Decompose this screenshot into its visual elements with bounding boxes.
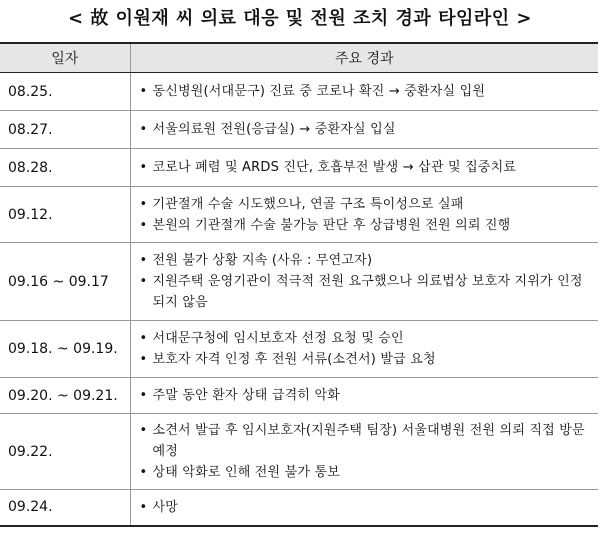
timeline-body (0, 73, 598, 526)
progress-item (131, 497, 599, 518)
table-row (0, 321, 598, 378)
row-progress (130, 187, 598, 243)
table-header-row (0, 43, 598, 73)
progress-item-text: 사망 (152, 499, 179, 515)
header-date: 일자 (0, 43, 130, 73)
row-date: 09.24. (0, 490, 130, 526)
table-row (0, 111, 598, 149)
row-date: 09.20. ~ 09.21. (0, 378, 130, 414)
bullet-icon: • (139, 331, 148, 346)
bullet-icon: • (139, 274, 148, 289)
table-row (0, 378, 598, 414)
row-progress (130, 149, 598, 187)
bullet-icon: • (139, 465, 148, 480)
row-date: 08.28. (0, 149, 130, 187)
progress-item-text: 서울의료원 전원(응급실) → 중환자실 입실 (152, 122, 396, 137)
row-date: 09.16 ~ 09.17 (0, 243, 130, 321)
progress-item (131, 81, 599, 102)
page-title: < 故 이원재 씨 의료 대응 및 전원 조치 경과 타임라인 > (68, 8, 532, 29)
progress-item (131, 462, 599, 483)
progress-item-text: 서대문구청에 임시보호자 선정 요청 및 승인 (152, 331, 404, 346)
table-row (0, 187, 598, 243)
row-progress (130, 243, 598, 321)
bullet-icon: • (139, 196, 148, 212)
progress-item-text: 코로나 폐렴 및 ARDS 진단, 호흡부전 발생 → 삽관 및 집중치료 (152, 160, 517, 175)
bullet-icon: • (139, 388, 148, 403)
progress-item-text: 본원의 기관절개 수술 불가능 판단 후 상급병원 전원 의뢰 진행 (152, 217, 511, 233)
row-progress (130, 321, 598, 378)
bullet-icon: • (139, 217, 148, 233)
row-progress (130, 414, 598, 490)
progress-item (131, 119, 599, 140)
progress-item-text: 주말 동안 환자 상태 급격히 악화 (152, 388, 341, 403)
progress-item (131, 328, 599, 349)
progress-item-text: 전원 불가 상황 지속 (사유 : 무연고자) (152, 253, 373, 268)
progress-item-text: 보호자 자격 인정 후 전원 서류(소견서) 발급 요청 (152, 352, 436, 367)
progress-item (131, 194, 599, 215)
bullet-icon: • (139, 499, 148, 515)
progress-item (131, 271, 599, 313)
row-date: 08.27. (0, 111, 130, 149)
bullet-icon: • (139, 84, 148, 99)
bullet-icon: • (139, 253, 148, 268)
header-progress: 주요 경과 (130, 43, 598, 73)
table-row (0, 243, 598, 321)
progress-item (131, 349, 599, 370)
table-row (0, 414, 598, 490)
row-progress (130, 378, 598, 414)
progress-item-text: 지원주택 운영기관이 적극적 전원 요구했으나 의료법상 보호자 지위가 인정되지 않음 (152, 274, 583, 310)
row-date: 08.25. (0, 73, 130, 111)
progress-item-text: 소견서 발급 후 임시보호자(지원주택 팀장) 서울대병원 전원 의뢰 직접 방문 예정 (152, 423, 585, 459)
progress-item (131, 157, 599, 178)
timeline-table (0, 42, 598, 527)
progress-item (131, 215, 599, 236)
progress-item (131, 385, 599, 406)
progress-item (131, 250, 599, 271)
row-date: 09.22. (0, 414, 130, 490)
row-progress (130, 111, 598, 149)
progress-item-text: 동신병원(서대문구) 진료 중 코로나 확진 → 중환자실 입원 (152, 84, 486, 99)
progress-item (131, 420, 599, 462)
table-row (0, 149, 598, 187)
progress-item-text: 상태 악화로 인해 전원 불가 통보 (152, 465, 341, 480)
row-date: 09.12. (0, 187, 130, 243)
bullet-icon: • (139, 352, 148, 367)
progress-item-text: 기관절개 수술 시도했으나, 연골 구조 특이성으로 실패 (152, 196, 464, 212)
row-progress (130, 73, 598, 111)
table-row (0, 490, 598, 526)
table-row (0, 73, 598, 111)
bullet-icon: • (139, 423, 148, 438)
bullet-icon: • (139, 160, 148, 175)
row-date: 09.18. ~ 09.19. (0, 321, 130, 378)
row-progress (130, 490, 598, 526)
bullet-icon: • (139, 122, 148, 137)
